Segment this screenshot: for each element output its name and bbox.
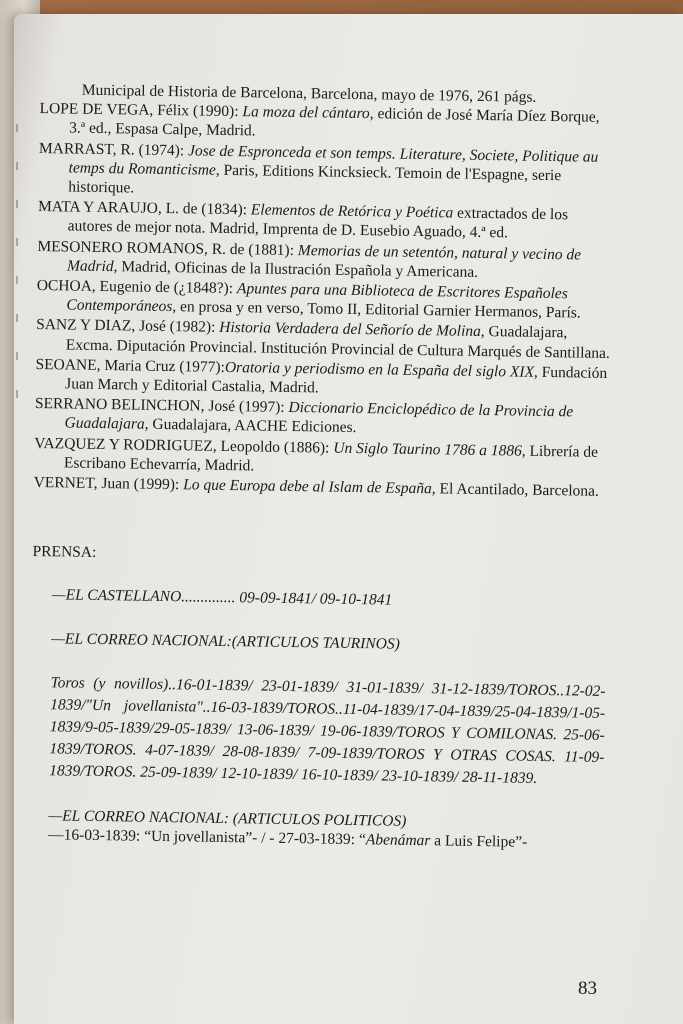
reference-details: El Acantilado, Barcelona. bbox=[435, 480, 599, 500]
reference-work: Lo que Europa debe al Islam de España, bbox=[183, 476, 436, 498]
reference-entry bbox=[38, 139, 614, 206]
reference-work: Memorias de un setentón, natural y vecino de Madrid bbox=[66, 241, 582, 276]
reference-author: SERRANO BELINCHON, José (1997): bbox=[34, 395, 289, 417]
reference-author: OCHOA, Eugenio de (¿1848?): bbox=[36, 277, 238, 298]
reference-author: MARRAST, R. (1974): bbox=[38, 139, 189, 159]
reference-author: VAZQUEZ Y RODRIGUEZ, Leopoldo (1886): bbox=[34, 434, 334, 457]
reference-work: Historia Verdadera del Señorío de Molina bbox=[219, 319, 481, 341]
press-taurinos-dates: Toros (y novillos)..16-01-1839/ 23-01-1839/ 31-01-1839/ 31-12-1839/TOROS..12-02-1839/"Un jovellanista"..16-03-1839/TOROS..11-04-1839/17-04-1839/25-04-1839/1-05-1839/9-05-1839/29-05-1839/ 13-06-1839/ 19-06-1839/TOROS Y COMILONAS. 25-06-1839/TOROS. 4-07-1839/ 28-08-1839/ 7-09-1839/TOROS Y OTRAS COSAS. 11-09-1839/TOROS. 25-09-1839/ 12-10-1839/ 16-10-1839/ 23-10-1839/ 28-11-1839. bbox=[49, 674, 606, 787]
press-correo-taurinos-heading: —EL CORREO NACIONAL:(ARTICULOS TAURINOS) bbox=[51, 629, 400, 653]
reference-details: , Librería de Escribano Echevarría, Madrid. bbox=[63, 442, 599, 475]
press-el-castellano: —EL CASTELLANO.............. 09-09-1841/ 09-10-1841 bbox=[51, 586, 393, 610]
press-correo-politicos-heading: —EL CORREO NACIONAL: (ARTICULOS POLITICOS) bbox=[48, 807, 407, 830]
reference-author: VERNET, Juan (1999): bbox=[33, 474, 184, 494]
press-section bbox=[28, 542, 608, 853]
reference-details: , Madrid, Oficinas de la Ilustración Española y Americana. bbox=[113, 258, 479, 281]
reference-work: Oratoria y periodismo en la España del siglo XIX bbox=[224, 358, 535, 381]
reference-work: La moza del cántaro bbox=[242, 103, 370, 123]
reference-work: Un Siglo Taurino 1786 a 1886 bbox=[333, 439, 522, 460]
reference-details: , Guadalajara, Excma. Diputación Provincial. Institución Provincial de Cultura Marqués de Santillana. bbox=[65, 323, 611, 362]
page-number: 83 bbox=[578, 978, 597, 999]
reference-work: Jose de Espronceda et son temps. Literature, Societe, Politique au temps du Romanticisme bbox=[68, 141, 599, 179]
reference-work: Diccionario Enciclopédico de la Provincia de Guadalajara bbox=[64, 399, 574, 434]
reference-details: , Fundación Juan March y Editorial Castalia, Madrid. bbox=[65, 363, 608, 397]
bibliography-content bbox=[28, 80, 615, 853]
reference-author: SEOANE, Maria Cruz (1977): bbox=[35, 355, 226, 376]
reference-author: MESONERO ROMANOS, R. de (1881): bbox=[37, 237, 298, 259]
press-section-title: PRENSA: bbox=[32, 543, 97, 562]
reference-details: , edición de José María Díez Borque, 3.ª ed., Espasa Calpe, Madrid. bbox=[69, 105, 600, 140]
reference-author: LOPE DE VEGA, Félix (1990): bbox=[39, 100, 243, 121]
reference-work: Apuntes para una Biblioteca de Escritores Españoles Contemporáneos bbox=[66, 280, 568, 316]
reference-details: , Guadalajara, AACHE Ediciones. bbox=[144, 416, 357, 437]
facing-page-text-fragments bbox=[16, 124, 32, 428]
reference-details: , Paris, Editions Kincksieck. Temoin de l'Espagne, serie historique. bbox=[68, 161, 562, 197]
reference-author: MATA Y ARAUJO, L. de (1834): bbox=[37, 198, 252, 219]
reference-details: extractados de los autores de mejor nota. Madrid, Imprenta de D. Eusebio Aguado, 4.ª ed. bbox=[67, 204, 569, 242]
press-politicos-line: —16-03-1839: “Un jovellanista”- / - 27-03-1839: “Abenámar a Luis Felipe”- bbox=[48, 826, 528, 851]
reference-author: SANZ Y DIAZ, José (1982): bbox=[36, 316, 220, 337]
reference-details: , en prosa y en verso, Tomo II, Editorial Garnier Hermanos, París. bbox=[172, 298, 581, 322]
reference-work: Elementos de Retórica y Poética bbox=[250, 201, 454, 222]
reference-continuation: Municipal de Historia de Barcelona, Barcelona, mayo de 1976, 261 págs. bbox=[81, 81, 537, 106]
